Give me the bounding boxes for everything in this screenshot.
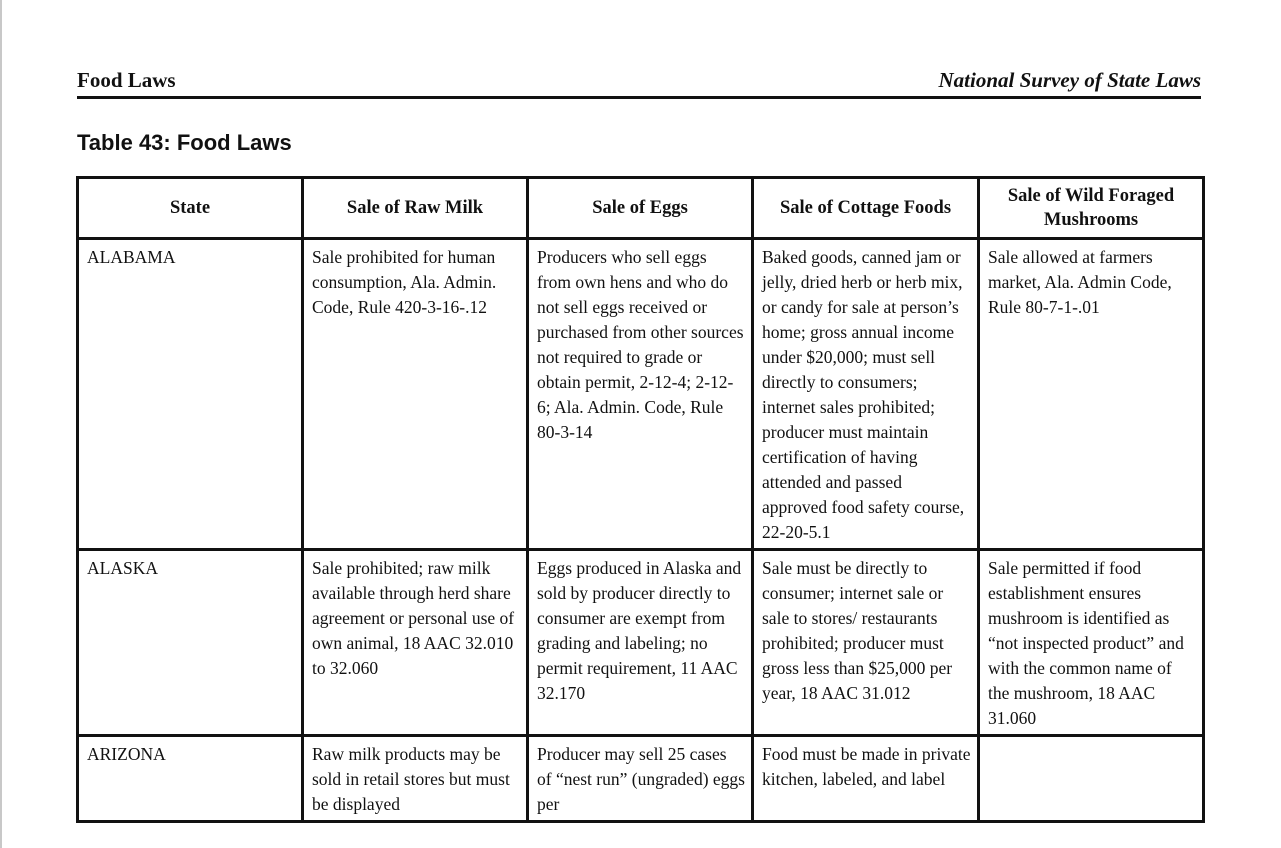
page-left-edge [0,0,2,848]
cell-cottage-foods: Sale must be directly to consumer; internet sale or sale to stores/ restaurants prohibited; producer must gross less than $25,000 per year, 18 AAC 31.012 [753,550,979,736]
table-row [78,239,1204,550]
food-laws-table [76,176,1205,823]
cell-cottage-foods: Baked goods, canned jam or jelly, dried herb or herb mix, or candy for sale at person’s home; gross annual income under $20,000; must sell directly to consumers; internet sales prohibited; producer must maintain certification of having attended and passed approved food safety course, 22-20-5.1 [753,239,979,550]
cell-state: ARIZONA [78,736,303,822]
cell-mushrooms: Sale permitted if food establishment ensures mushroom is identified as “not inspected product” and with the common name of the mushroom, 18 AAC 31.060 [979,550,1204,736]
cell-raw-milk: Sale prohibited; raw milk available through herd share agreement or personal use of own animal, 18 AAC 32.010 to 32.060 [303,550,528,736]
cell-raw-milk: Sale prohibited for human consumption, Ala. Admin. Code, Rule 420-3-16-.12 [303,239,528,550]
cell-eggs: Producers who sell eggs from own hens and who do not sell eggs received or purchased from other sources not required to grade or obtain permit, 2-12-4; 2-12-6; Ala. Admin. Code, Rule 80-3-14 [528,239,753,550]
cell-mushrooms: Sale allowed at farmers market, Ala. Admin Code, Rule 80-7-1-.01 [979,239,1204,550]
cell-eggs: Producer may sell 25 cases of “nest run” (ungraded) eggs per [528,736,753,822]
column-header-state: State [78,178,303,239]
table-row [78,736,1204,822]
column-header-eggs: Sale of Eggs [528,178,753,239]
table-row [78,550,1204,736]
cell-eggs: Eggs produced in Alaska and sold by producer directly to consumer are exempt from grading and labeling; no permit requirement, 11 AAC 32.170 [528,550,753,736]
cell-mushrooms [979,736,1204,822]
column-header-cottage-foods: Sale of Cottage Foods [753,178,979,239]
cell-state: ALASKA [78,550,303,736]
running-header-section: Food Laws [77,68,176,92]
cell-cottage-foods: Food must be made in private kitchen, labeled, and label [753,736,979,822]
table-header-row [78,178,1204,239]
cell-state: ALABAMA [78,239,303,550]
running-header [77,66,1201,99]
cell-raw-milk: Raw milk products may be sold in retail stores but must be displayed [303,736,528,822]
running-header-publication: National Survey of State Laws [938,68,1201,92]
table-title: Table 43: Food Laws [77,130,292,155]
column-header-mushrooms: Sale of Wild Foraged Mushrooms [979,178,1204,239]
column-header-raw-milk: Sale of Raw Milk [303,178,528,239]
